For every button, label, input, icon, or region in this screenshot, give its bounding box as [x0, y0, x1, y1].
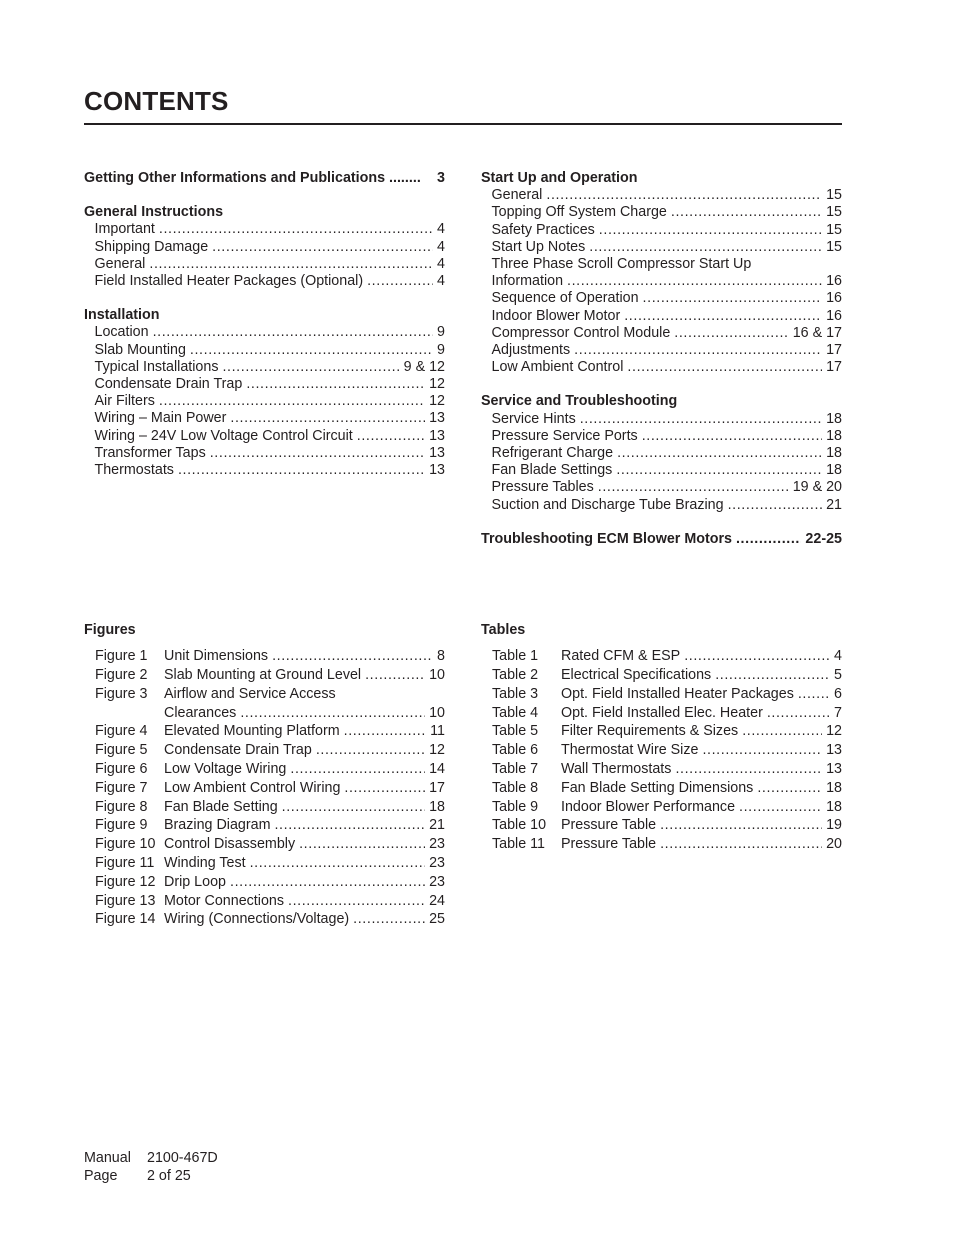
section-gap — [84, 187, 445, 204]
section-gap — [84, 290, 445, 307]
list-item — [481, 704, 842, 723]
toc-entry — [481, 290, 842, 307]
section-heading: General Instructions — [84, 204, 224, 221]
item-label: Rated CFM & ESP — [561, 648, 681, 665]
item-page: 25 — [429, 911, 445, 928]
toc-entry — [84, 170, 445, 187]
toc-entry-page: 4 — [437, 238, 445, 255]
dot-leader — [599, 222, 822, 239]
item-label: Low Ambient Control Wiring — [164, 779, 341, 796]
toc-entry-label: Three Phase Scroll Compressor Start Up — [491, 256, 752, 273]
page-footer — [84, 1149, 218, 1185]
dot-leader — [684, 647, 830, 666]
item-page: 18 — [826, 798, 842, 815]
toc-entry-page: 3 — [437, 170, 445, 186]
list-item — [481, 779, 842, 798]
page-title: CONTENTS — [84, 86, 229, 116]
item-number: Table 4 — [492, 704, 539, 721]
item-page: 8 — [437, 648, 445, 665]
item-page: 18 — [826, 779, 842, 796]
item-page: 21 — [429, 817, 445, 834]
item-number: Figure 7 — [95, 779, 148, 796]
item-page: 13 — [826, 742, 842, 759]
item-page: 12 — [429, 742, 445, 759]
toc-entry-label: Refrigerant Charge — [491, 445, 614, 462]
item-page: 17 — [429, 779, 445, 796]
dot-leader — [222, 359, 399, 376]
toc-entry — [84, 462, 445, 479]
toc-section — [481, 531, 842, 548]
list-item — [481, 760, 842, 779]
item-label: Opt. Field Installed Elec. Heater — [561, 704, 763, 721]
list-item — [84, 798, 445, 817]
toc-entry — [84, 359, 445, 376]
item-number: Figure 5 — [95, 742, 148, 759]
toc-entry-page: 13 — [429, 462, 445, 479]
toc-entry-label: Adjustments — [491, 342, 571, 359]
toc-entry — [84, 342, 445, 359]
list-item — [84, 835, 445, 854]
toc-entry-page: 9 — [437, 324, 445, 341]
item-number: Figure 13 — [95, 892, 156, 909]
item-label: Fan Blade Setting — [164, 798, 278, 815]
dot-leader — [353, 910, 425, 929]
toc-entry — [481, 497, 842, 514]
toc-entry-page: 19 & 20 — [792, 479, 842, 496]
item-number: Figure 6 — [95, 760, 148, 777]
item-page: 5 — [834, 667, 842, 683]
list-item — [84, 854, 445, 873]
toc-entry — [481, 239, 842, 256]
toc-entry-label: Thermostats — [94, 462, 174, 479]
toc-entry-page: 16 & 17 — [792, 324, 842, 341]
toc-entry-page: 16 — [826, 307, 842, 324]
item-label: Fan Blade Setting Dimensions — [561, 779, 754, 796]
toc-entry — [84, 324, 445, 341]
dot-leader — [299, 835, 425, 854]
item-label: Electrical Specifications — [561, 667, 712, 683]
toc-entry — [481, 187, 842, 204]
item-number: Table 6 — [492, 742, 539, 759]
dot-leader — [617, 445, 822, 462]
list-item — [84, 892, 445, 911]
list-item — [84, 685, 445, 704]
toc-entry-page: 18 — [826, 462, 842, 479]
list-item — [84, 816, 445, 835]
section-heading: Start Up and Operation — [481, 170, 638, 186]
toc-entry-page: 22-25 — [805, 530, 842, 547]
item-label: Motor Connections — [164, 892, 284, 909]
list-item — [84, 760, 445, 779]
toc-entry-label: Wiring – Main Power — [94, 410, 227, 427]
dot-leader — [616, 462, 822, 479]
list-item — [84, 779, 445, 798]
item-number: Figure 10 — [95, 836, 156, 853]
dot-leader — [159, 221, 433, 238]
dot-leader — [230, 873, 425, 892]
item-number: Figure 12 — [95, 873, 156, 890]
manual-number: 2100-467D — [147, 1150, 218, 1166]
dot-leader — [344, 779, 425, 798]
toc-entry — [84, 239, 445, 256]
toc-entry-label: Safety Practices — [491, 221, 595, 238]
item-number: Figure 14 — [95, 911, 156, 928]
toc-entry-page: 13 — [429, 444, 445, 461]
toc-entry-page: 15 — [826, 187, 842, 204]
dot-leader — [660, 835, 822, 854]
list-item — [84, 873, 445, 892]
dot-leader — [757, 779, 822, 798]
dot-leader — [674, 325, 788, 342]
dot-leader — [642, 428, 822, 445]
dot-leader — [546, 187, 822, 204]
item-page: 6 — [834, 685, 842, 702]
dot-leader — [624, 308, 822, 325]
item-label: Opt. Field Installed Heater Packages — [561, 685, 794, 702]
toc-entry-page: 13 — [429, 427, 445, 444]
item-label: Clearances — [164, 704, 237, 721]
item-page: 14 — [429, 760, 445, 777]
toc-entry — [84, 256, 445, 273]
dot-leader — [798, 685, 830, 704]
dot-leader — [767, 704, 830, 723]
item-page: 20 — [826, 836, 842, 853]
dot-leader — [580, 411, 822, 428]
toc-entry-page: 17 — [826, 342, 842, 359]
list-item — [481, 816, 842, 835]
section-heading: Service and Troubleshooting — [481, 393, 678, 410]
toc-entry-page: 15 — [826, 204, 842, 221]
dot-leader — [671, 204, 822, 221]
item-page: 23 — [429, 873, 445, 890]
toc-entry-label: Low Ambient Control — [491, 359, 624, 376]
item-number: Figure 3 — [95, 685, 148, 702]
dot-leader — [149, 256, 433, 273]
item-number: Table 11 — [492, 836, 545, 853]
toc-entry-label: Service Hints — [491, 410, 576, 427]
dot-leader — [316, 741, 425, 760]
toc-entry-label: Transformer Taps — [94, 444, 206, 461]
page-label: Page — [84, 1168, 118, 1184]
dot-leader — [643, 290, 823, 307]
toc-entry-page: 9 & 12 — [403, 358, 445, 375]
toc-entry — [481, 342, 842, 359]
item-page: 23 — [429, 854, 445, 871]
item-page: 24 — [429, 892, 445, 909]
dot-leader — [212, 239, 433, 256]
dot-leader — [178, 462, 425, 479]
toc-entry-label: Slab Mounting — [94, 341, 186, 358]
contents-right-column — [481, 170, 842, 548]
list-item — [481, 647, 842, 666]
toc-entry — [84, 410, 445, 427]
item-label: Unit Dimensions — [164, 648, 269, 665]
list-item — [84, 647, 445, 666]
item-number: Table 2 — [492, 667, 539, 683]
dot-leader — [190, 342, 433, 359]
dot-leader — [567, 273, 822, 290]
toc-entry-label: Compressor Control Module — [491, 324, 671, 341]
list-item — [84, 722, 445, 741]
dot-leader — [742, 722, 822, 741]
toc-entry-label: General — [94, 255, 146, 272]
item-page: 10 — [429, 667, 445, 683]
toc-section — [84, 204, 445, 290]
item-label: Control Disassembly — [164, 836, 296, 853]
item-label: Thermostat Wire Size — [561, 742, 699, 759]
toc-entry — [84, 393, 445, 410]
item-label: Brazing Diagram — [164, 817, 271, 834]
figures-list — [84, 622, 445, 929]
dot-leader — [250, 854, 426, 873]
toc-entry — [84, 273, 445, 290]
item-label: Drip Loop — [164, 873, 226, 890]
list-heading: Figures — [84, 622, 136, 638]
toc-entry-label: Fan Blade Settings — [491, 462, 613, 479]
dot-leader — [153, 324, 433, 341]
toc-entry — [481, 479, 842, 496]
item-label: Wiring (Connections/Voltage) — [164, 911, 350, 928]
toc-entry-page: 18 — [826, 427, 842, 444]
item-number: Figure 11 — [95, 854, 155, 871]
toc-entry-label: Getting Other Informations and Publications ........ — [84, 170, 421, 186]
item-label: Airflow and Service Access — [164, 685, 336, 702]
item-page: 12 — [826, 723, 842, 740]
section-gap — [481, 376, 842, 393]
toc-entry-label: Air Filters — [94, 393, 155, 410]
dot-leader — [290, 760, 425, 779]
toc-entry — [84, 221, 445, 238]
toc-entry — [481, 462, 842, 479]
toc-entry — [481, 222, 842, 239]
tables-list — [481, 622, 842, 854]
item-label: Elevated Mounting Platform — [164, 723, 340, 740]
list-item — [481, 835, 842, 854]
list-item — [84, 741, 445, 760]
list-item — [481, 798, 842, 817]
dot-leader — [736, 531, 801, 548]
item-page: 4 — [834, 648, 842, 665]
item-label: Condensate Drain Trap — [164, 742, 312, 759]
dot-leader — [246, 376, 425, 393]
dot-leader — [367, 273, 433, 290]
dot-leader — [660, 816, 822, 835]
toc-entry-page: 9 — [437, 341, 445, 358]
toc-entry — [481, 273, 842, 290]
list-heading: Tables — [481, 622, 526, 638]
toc-entry-label: Wiring – 24V Low Voltage Control Circuit — [94, 427, 353, 444]
item-number: Figure 8 — [95, 798, 148, 815]
list-item — [481, 685, 842, 704]
item-number: Table 5 — [492, 723, 539, 740]
dot-leader — [365, 666, 425, 685]
toc-section — [84, 307, 445, 479]
toc-entry-page: 13 — [429, 410, 445, 427]
toc-entry-page: 18 — [826, 445, 842, 462]
item-label: Pressure Table — [561, 836, 657, 853]
toc-entry-label: Information — [491, 273, 564, 290]
toc-entry-page: 15 — [826, 238, 842, 255]
item-page: 19 — [826, 817, 842, 834]
dot-leader — [230, 410, 425, 427]
toc-section — [481, 170, 842, 376]
list-item — [481, 722, 842, 741]
item-number: Table 10 — [492, 817, 547, 834]
toc-section — [84, 170, 445, 187]
toc-entry — [84, 376, 445, 393]
list-item — [481, 666, 842, 685]
item-number: Figure 9 — [95, 817, 148, 834]
dot-leader — [272, 647, 433, 666]
toc-entry — [481, 325, 842, 342]
dot-leader — [715, 666, 830, 685]
item-number: Figure 4 — [95, 723, 148, 740]
dot-leader — [675, 760, 822, 779]
toc-entry-label: Indoor Blower Motor — [491, 307, 621, 324]
toc-entry-label: Important — [94, 221, 155, 238]
dot-leader — [598, 479, 789, 496]
toc-entry-page: 16 — [826, 290, 842, 307]
item-label: Pressure Table — [561, 817, 657, 834]
dot-leader — [282, 798, 425, 817]
toc-entry-page: 4 — [437, 221, 445, 238]
toc-entry — [481, 359, 842, 376]
toc-entry — [481, 428, 842, 445]
toc-entry — [481, 411, 842, 428]
item-number: Table 8 — [492, 779, 539, 796]
toc-entry — [481, 531, 842, 548]
toc-entry-label: General — [491, 187, 543, 204]
item-number: Table 7 — [492, 760, 539, 777]
section-gap — [481, 514, 842, 531]
toc-entry-label: Condensate Drain Trap — [94, 376, 243, 393]
toc-entry-label: Typical Installations — [94, 358, 219, 375]
toc-entry-page: 17 — [826, 359, 842, 376]
item-number: Figure 1 — [95, 648, 148, 665]
title-rule — [84, 123, 842, 125]
toc-entry-page: 18 — [826, 410, 842, 427]
toc-section — [481, 393, 842, 513]
toc-entry-label: Troubleshooting ECM Blower Motors — [481, 530, 732, 547]
dot-leader — [702, 741, 822, 760]
list-item — [84, 910, 445, 929]
toc-entry-label: Shipping Damage — [94, 238, 209, 255]
toc-entry-label: Start Up Notes — [491, 238, 586, 255]
toc-entry-page: 21 — [826, 496, 842, 513]
toc-entry — [481, 308, 842, 325]
section-heading: Installation — [84, 307, 160, 324]
toc-entry — [84, 445, 445, 462]
item-number: Figure 2 — [95, 667, 148, 683]
item-page: 13 — [826, 760, 842, 777]
item-label: Indoor Blower Performance — [561, 798, 736, 815]
toc-entry-page: 16 — [826, 273, 842, 290]
toc-entry — [481, 256, 842, 273]
manual-label: Manual — [84, 1150, 131, 1166]
item-page: 7 — [834, 704, 842, 721]
toc-entry-page: 4 — [437, 255, 445, 272]
item-label: Winding Test — [164, 854, 246, 871]
toc-entry-page: 15 — [826, 221, 842, 238]
dot-leader — [159, 393, 425, 410]
contents-left-column — [84, 170, 445, 479]
item-page: 11 — [430, 723, 445, 740]
toc-entry-label: Field Installed Heater Packages (Optional) — [94, 273, 364, 290]
dot-leader — [240, 704, 425, 723]
dot-leader — [210, 445, 425, 462]
dot-leader — [574, 342, 822, 359]
dot-leader — [627, 359, 822, 376]
toc-entry-label: Pressure Service Ports — [491, 427, 638, 444]
page-number: 2 of 25 — [147, 1168, 191, 1184]
list-item — [84, 704, 445, 723]
toc-entry-label: Pressure Tables — [491, 479, 594, 496]
toc-entry-label: Topping Off System Charge — [491, 204, 667, 221]
list-item — [84, 666, 445, 685]
dot-leader — [728, 497, 823, 514]
dot-leader — [288, 892, 425, 911]
dot-leader — [589, 239, 822, 256]
item-page: 23 — [429, 836, 445, 853]
dot-leader — [739, 798, 822, 817]
toc-entry-label: Suction and Discharge Tube Brazing — [491, 496, 724, 513]
toc-entry-page: 12 — [429, 376, 445, 393]
toc-entry-page: 12 — [429, 393, 445, 410]
list-item — [481, 741, 842, 760]
item-label: Low Voltage Wiring — [164, 760, 287, 777]
dot-leader — [274, 816, 425, 835]
item-label: Filter Requirements & Sizes — [561, 723, 739, 740]
item-label: Slab Mounting at Ground Level — [164, 667, 362, 683]
toc-entry — [481, 204, 842, 221]
dot-leader — [344, 722, 427, 741]
item-page: 18 — [429, 798, 445, 815]
item-page: 10 — [429, 704, 445, 721]
dot-leader — [357, 428, 425, 445]
toc-entry — [84, 428, 445, 445]
item-label: Wall Thermostats — [561, 760, 672, 777]
toc-entry-page: 4 — [437, 273, 445, 290]
item-number: Table 1 — [492, 648, 539, 665]
item-number: Table 9 — [492, 798, 539, 815]
item-number: Table 3 — [492, 685, 539, 702]
toc-entry-label: Location — [94, 324, 149, 341]
toc-entry-label: Sequence of Operation — [491, 290, 639, 307]
toc-entry — [481, 445, 842, 462]
